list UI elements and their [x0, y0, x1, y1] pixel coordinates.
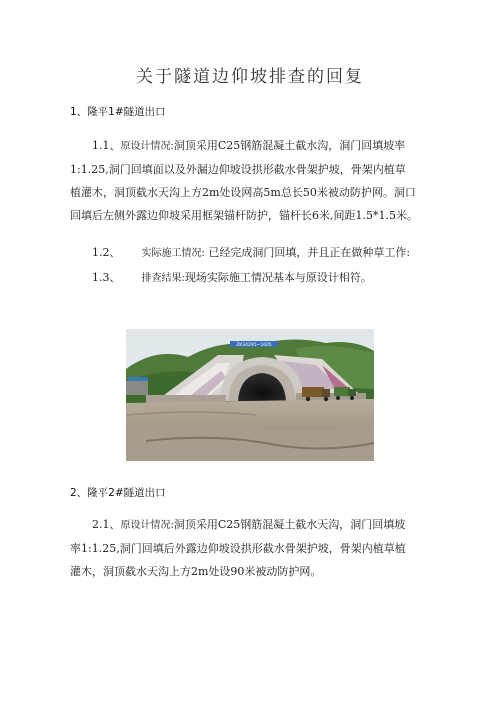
item-number: 2.1、 — [92, 518, 121, 531]
item-label: 实际施工情况: — [141, 248, 205, 259]
item-number: 1.2、 — [92, 246, 121, 259]
section-1-heading: 1、隆平1#隧道出口 — [70, 106, 166, 118]
section-2-heading: 2、隆平2#隧道出口 — [70, 487, 166, 499]
tunnel-portal-photo — [126, 329, 374, 461]
paragraph-text: 1:1.25,洞门回填面以及外漏边仰坡设拱形截水骨架护坡，骨架内植草 — [70, 163, 406, 176]
section-1-2-line — [92, 244, 410, 260]
paragraph-text: 率1:1.25,洞门回填后外露边仰坡设拱形截水骨架护坡，骨架内植草植 — [70, 542, 406, 555]
paragraph-text: 洞顶采用C25钢筋混凝土截水天沟，洞门回填坡 — [173, 518, 406, 531]
section-1-1-paragraph — [70, 134, 442, 227]
item-label: 原设计情况: — [120, 520, 174, 531]
document-title: 关于隧道边仰坡排查的回复 — [136, 67, 364, 87]
item-number: 1.3、 — [92, 271, 121, 284]
section-1-3-line — [92, 269, 372, 285]
item-text: 现场实际施工情况基本与原设计相符。 — [184, 271, 372, 284]
paragraph-text: 植灌木，洞顶截水天沟上方2m处设网高5m总长50米被动防护网。洞口 — [70, 186, 416, 199]
item-label: 排查结果: — [141, 273, 185, 284]
paragraph-text: 回填后左侧外露边仰坡采用框架锚杆防护，锚杆长6米,间距1.5*1.5米。 — [70, 209, 418, 222]
portal-sign-text: ZK34295~1605 — [236, 343, 272, 348]
paragraph-text: 灌木，洞顶截水天沟上方2m处设90米被动防护网。 — [70, 565, 322, 578]
item-text: 已经完成洞门回填，并且正在做种草工作: — [208, 246, 411, 259]
section-2-1-paragraph — [70, 513, 442, 583]
item-number: 1.1、 — [92, 139, 121, 152]
paragraph-text: 洞顶采用C25钢筋混凝土截水沟，洞门回填坡率 — [173, 139, 406, 152]
item-label: 原设计情况: — [120, 141, 174, 152]
